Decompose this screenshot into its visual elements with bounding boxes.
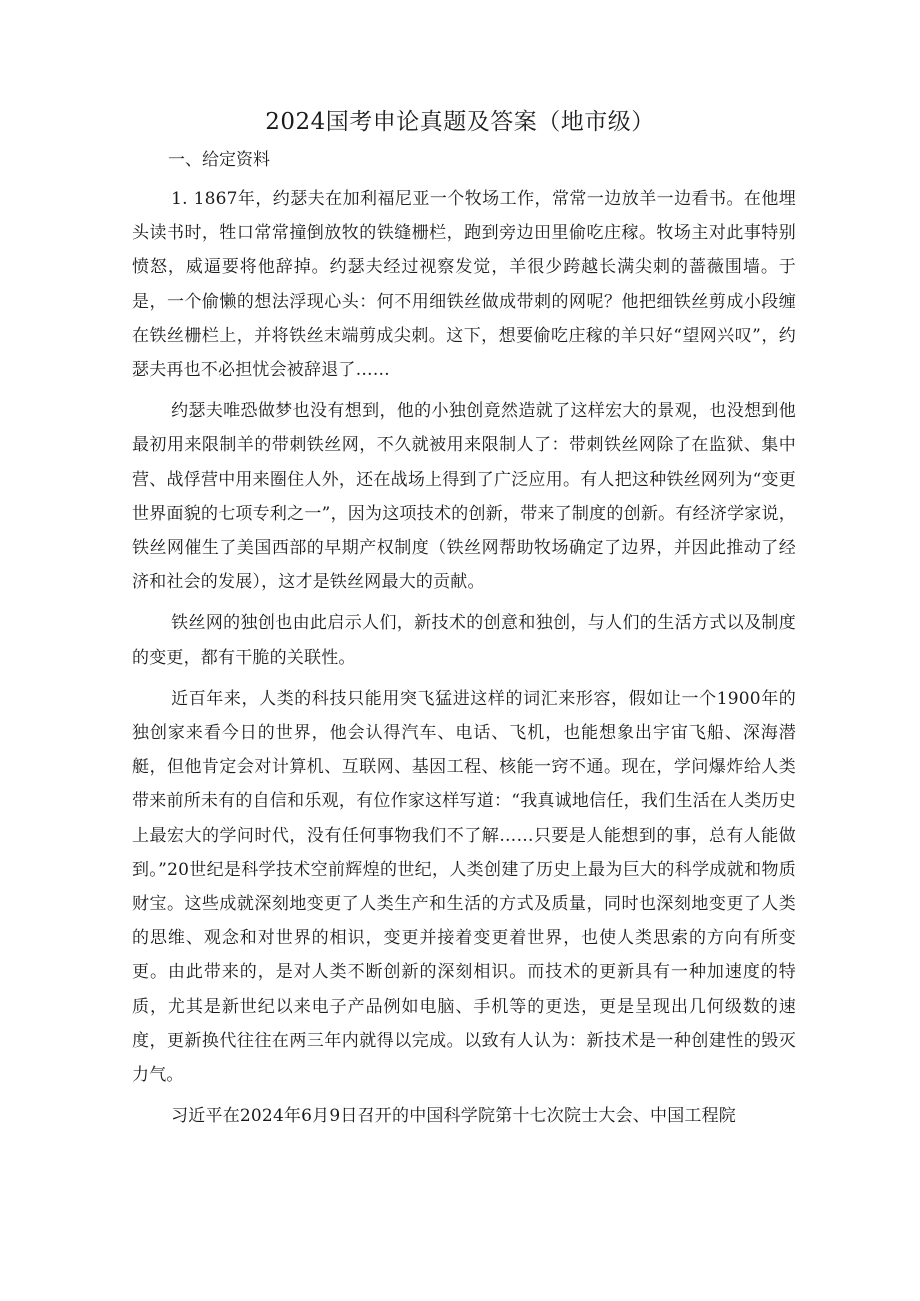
- body-text: [132, 182, 796, 1140]
- paragraph-5: 习近平在2024年6月9日召开的中国科学院第十七次院士大会、中国工程院: [171, 1106, 736, 1127]
- paragraph-4: 近百年来，人类的科技只能用突飞猛进这样的词汇来形容，假如让一个1900年的独创家来看今日的世界，他会认得汽车、电话、飞机，也能想象出宇宙飞船、深海潜艇，但他肯定会对计算机、互联网、基因工程、核能一窍不通。现在，学问爆炸给人类带来前所未有的自信和乐观，有位作家这样写道：“我真诚地信任，我们生活在人类历史上最宏大的学问时代，没有任何事物我们不了解……只要是人能想到的事，总有人能做到。”20世纪是科学技术空前辉煌的世纪，人类创建了历史上最为巨大的科学成就和物质财宝。这些成就深刻地变更了人类生产和生活的方式及质量，同时也深刻地变更了人类的思维、观念和对世界的相识，变更并接着变更着世界，也使人类思索的方向有所变更。由此带来的，是对人类不断创新的深刻相识。而技术的更新具有一种加速度的特质，尤其是新世纪以来电子产品例如电脑、手机等的更迭，更是呈现出几何级数的速度，更新换代往往在两三年内就得以完成。以致有人认为：新技术是一种创建性的毁灭力气。: [132, 688, 796, 1086]
- paragraph-3: 铁丝网的独创也由此启示人们，新技术的创意和独创，与人们的生活方式以及制度的变更，都有干脆的关联性。: [132, 613, 796, 668]
- paragraph-1: 1. 1867年，约瑟夫在加利福尼亚一个牧场工作，常常一边放羊一边看书。在他埋头读书时，牲口常常撞倒放牧的铁缝栅栏，跑到旁边田里偷吃庄稼。牧场主对此事特别愤怒，威逼要将他辞掉。约瑟夫经过视察发觉，羊很少跨越长满尖刺的蔷薇围墙。于是，一个偷懒的想法浮现心头：何不用细铁丝做成带刺的网呢？他把细铁丝剪成小段缠在铁丝栅栏上，并将铁丝末端剪成尖刺。这下，想要偷吃庄稼的羊只好“望网兴叹”，约瑟夫再也不必担忧会被辞退了……: [132, 189, 796, 381]
- paragraph-2: 约瑟夫唯恐做梦也没有想到，他的小独创竟然造就了这样宏大的景观，也没想到他最初用来限制羊的带刺铁丝网，不久就被用来限制人了：带刺铁丝网除了在监狱、集中营、战俘营中用来圈住人外，还在战场上得到了广泛应用。有人把这种铁丝网列为“变更世界面貌的七项专利之一”，因为这项技术的创新，带来了制度的创新。有经济学家说，铁丝网催生了美国西部的早期产权制度（铁丝网帮助牧场确定了边界，并因此推动了经济和社会的发展），这才是铁丝网最大的贡献。: [132, 401, 796, 593]
- section-heading: 一、给定资料: [168, 150, 270, 170]
- document-title: 2024国考申论真题及答案（地市级）: [265, 109, 655, 135]
